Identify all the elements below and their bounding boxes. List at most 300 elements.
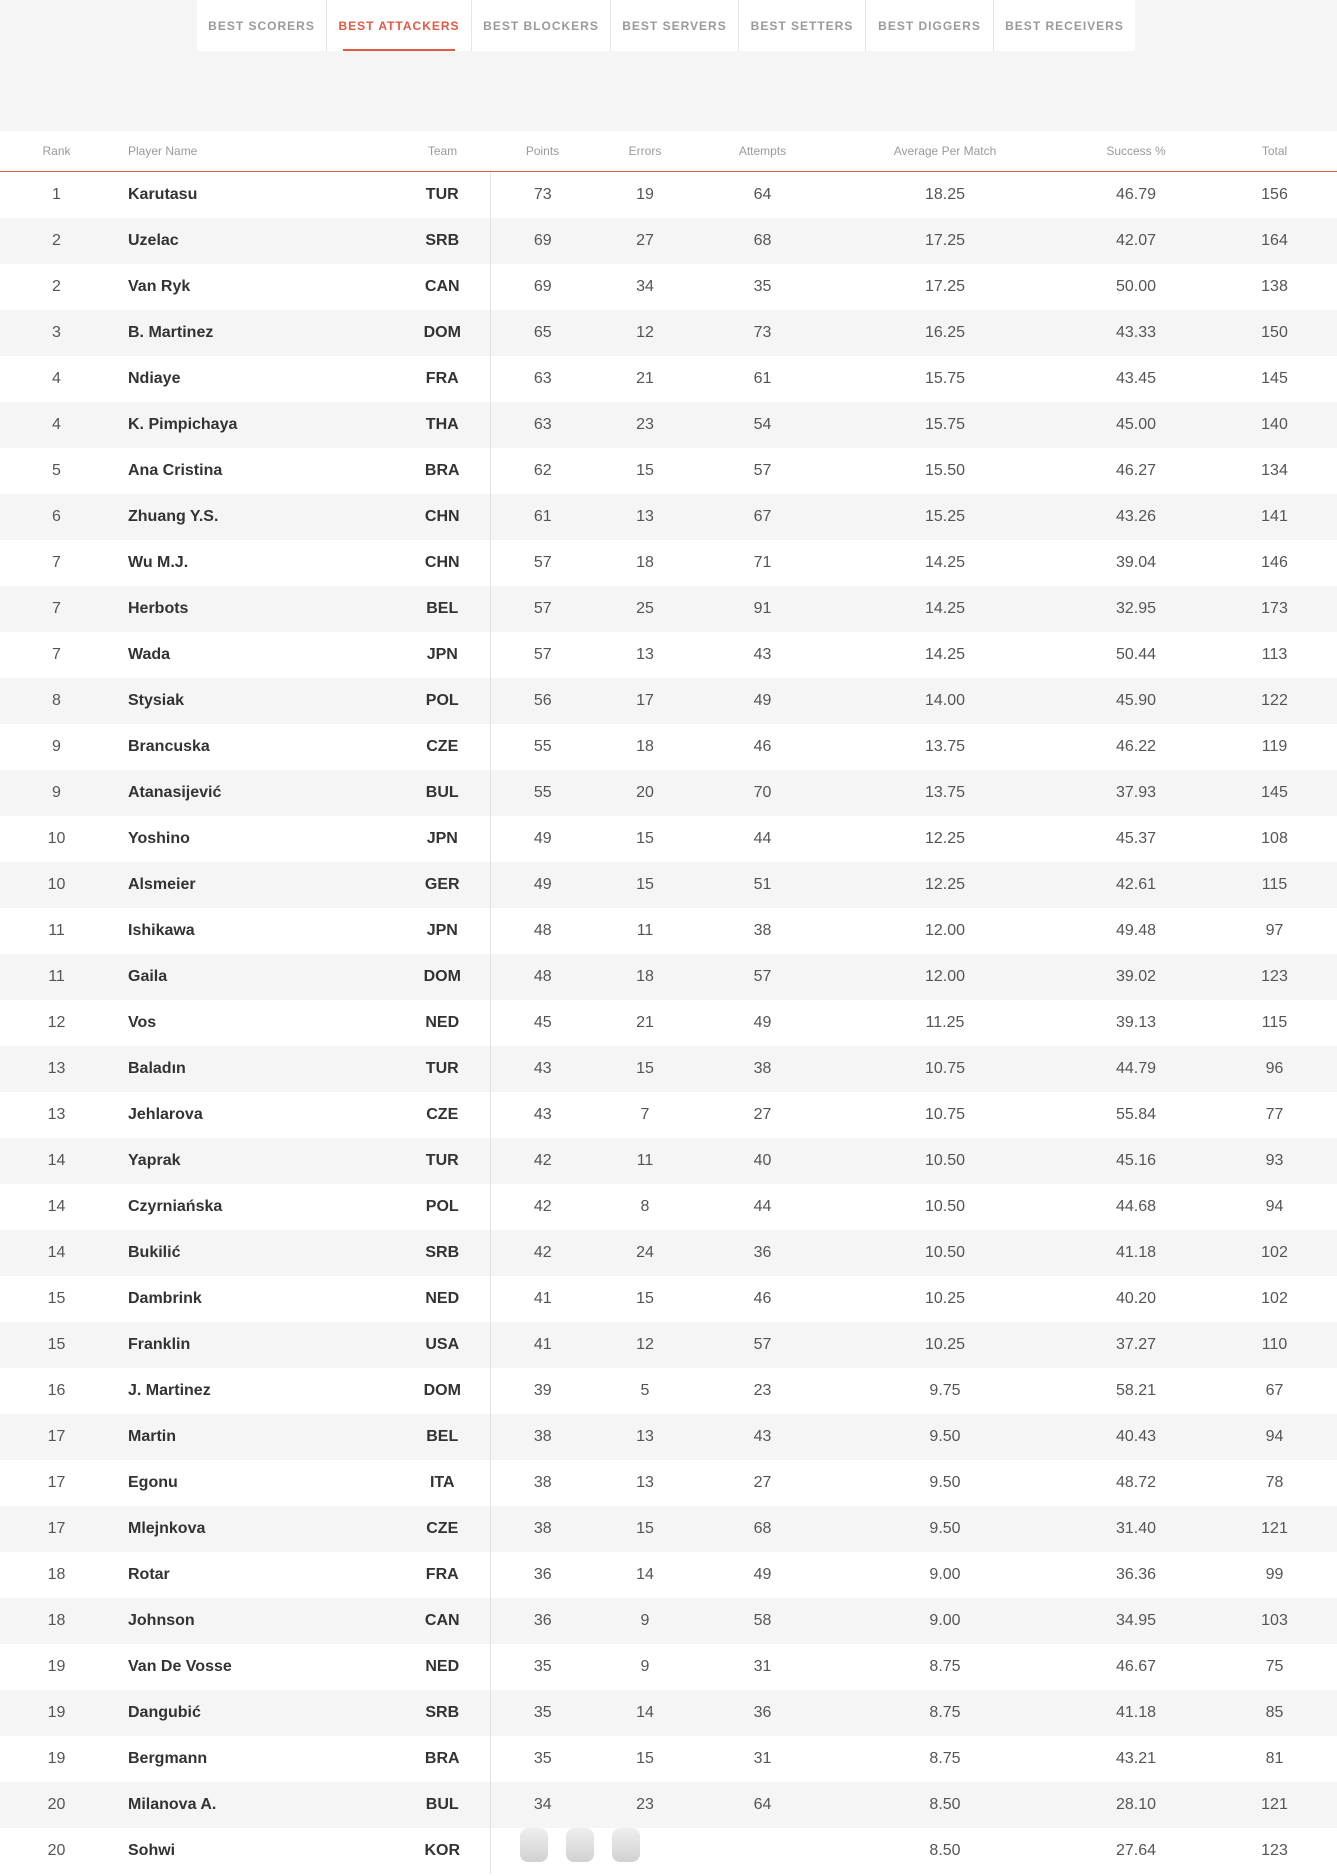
cell-points: 43 [533,1106,552,1123]
cell-rank: 17 [0,1414,113,1460]
cell-average-per-match: 9.50 [830,1414,1060,1460]
cell-player-name[interactable]: Bergmann [128,1750,208,1767]
cell-total: 99 [1265,1566,1284,1583]
cell-points: 41 [490,1322,595,1368]
cell-rank: 3 [0,310,113,356]
cell-average-per-match: 14.00 [830,678,1060,724]
table-row[interactable] [0,1506,1337,1552]
cell-team: KOR [395,1828,490,1874]
cell-success-percent: 43.21 [1115,1750,1157,1767]
cell-team: BUL [395,770,490,816]
cell-errors: 5 [640,1382,650,1399]
cell-team: DOM [395,310,490,356]
cell-points: 36 [533,1566,552,1583]
cell-total: 145 [1212,770,1337,816]
cell-attempts: 43 [695,1414,830,1460]
table-row[interactable] [0,1138,1337,1184]
cell-total: 150 [1212,310,1337,356]
tab-best-scorers[interactable]: BEST SCORERS [197,0,327,51]
cell-player-name[interactable]: Bukilić [113,1230,395,1276]
cell-average-per-match: 15.25 [830,494,1060,540]
cell-attempts: 70 [695,770,830,816]
cell-rank: 13 [47,1106,66,1123]
cell-points: 61 [490,494,595,540]
cell-attempts: 44 [753,830,772,847]
cell-errors: 21 [636,1014,654,1031]
header-player-name[interactable]: Player Name [113,131,395,172]
cell-rank: 4 [0,402,113,448]
cell-errors: 14 [636,1566,654,1583]
cell-rank: 10 [47,830,66,847]
header-points[interactable]: Points [490,131,595,172]
table-row[interactable] [0,724,1337,770]
cell-points: 73 [533,186,552,203]
cell-success-percent: 42.61 [1060,862,1212,908]
cell-success-percent: 36.36 [1115,1566,1157,1583]
tab-best-servers[interactable]: BEST SERVERS [611,0,739,51]
cell-errors: 18 [636,554,654,571]
cell-errors: 15 [595,1046,695,1092]
cell-attempts: 31 [753,1750,772,1767]
cell-rank: 1 [52,186,61,203]
cell-total: 173 [1212,586,1337,632]
cell-player-name[interactable]: Franklin [113,1322,395,1368]
cell-player-name[interactable]: Atanasijević [113,770,395,816]
cell-success-percent: 46.67 [1115,1658,1157,1675]
tab-best-diggers[interactable]: BEST DIGGERS [866,0,994,51]
cell-player-name[interactable]: Baladın [113,1046,395,1092]
table-row[interactable] [0,770,1337,816]
cell-average-per-match: 10.50 [924,1198,966,1215]
cell-team: FRA [395,1552,490,1598]
cell-team: JPN [395,632,490,678]
cell-errors: 18 [636,738,654,755]
cell-team: DOM [395,1368,490,1414]
cell-player-name[interactable]: Johnson [113,1598,395,1644]
tab-best-receivers[interactable]: BEST RECEIVERS [1005,18,1124,33]
cell-errors: 13 [595,1414,695,1460]
cell-player-name[interactable]: Karutasu [128,186,198,203]
cell-errors: 15 [595,862,695,908]
cell-points: 35 [533,1750,552,1767]
cell-success-percent: 31.40 [1060,1506,1212,1552]
cell-success-percent: 41.18 [1060,1230,1212,1276]
cell-rank: 2 [0,218,113,264]
cell-player-name[interactable]: Van Ryk [128,278,191,295]
cell-attempts: 68 [695,1506,830,1552]
cell-average-per-match: 11.25 [925,1014,965,1031]
cell-player-name[interactable]: J. Martinez [128,1382,211,1399]
cell-success-percent: 58.21 [1115,1382,1157,1399]
cell-team: CHN [395,494,490,540]
table-row[interactable] [0,816,1337,862]
cell-player-name[interactable]: Alsmeier [113,862,395,908]
cell-errors: 18 [595,954,695,1000]
cell-success-percent: 45.00 [1060,402,1212,448]
cell-attempts: 54 [695,402,830,448]
table-row[interactable] [0,908,1337,954]
table-row[interactable] [0,1736,1337,1782]
cell-player-name[interactable]: Vos [128,1014,157,1031]
cell-success-percent: 44.68 [1115,1198,1157,1215]
cell-attempts: 64 [753,186,772,203]
cell-total: 138 [1261,278,1288,295]
cell-player-name[interactable]: Dambrink [128,1290,202,1307]
cell-team: ITA [395,1460,490,1506]
cell-rank: 14 [0,1230,113,1276]
cell-errors [595,1828,695,1874]
cell-player-name[interactable]: Milanova A. [113,1782,395,1828]
cell-team: TUR [395,1046,490,1092]
cell-attempts: 46 [753,1290,772,1307]
cell-player-name[interactable]: Yaprak [113,1138,395,1184]
cell-errors: 23 [595,402,695,448]
cell-total: 77 [1265,1106,1284,1123]
table-row[interactable] [0,218,1337,264]
cell-average-per-match: 16.25 [830,310,1060,356]
cell-success-percent: 50.44 [1115,646,1157,663]
cell-errors: 34 [636,278,654,295]
cell-player-name[interactable]: Martin [113,1414,395,1460]
cell-team: BRA [395,448,490,494]
cell-attempts: 73 [695,310,830,356]
cell-rank: 11 [48,922,65,939]
cell-rank: 14 [0,1138,113,1184]
cell-errors: 7 [640,1106,650,1123]
cell-success-percent: 45.37 [1115,830,1157,847]
cell-errors: 12 [595,310,695,356]
cell-team: POL [395,1184,490,1230]
cell-average-per-match: 17.25 [830,218,1060,264]
cell-total: 123 [1261,1842,1288,1859]
cell-total: 113 [1261,646,1288,663]
cell-attempts: 49 [753,1014,772,1031]
cell-errors: 20 [595,770,695,816]
cell-total: 96 [1212,1046,1337,1092]
header-team[interactable]: Team [395,131,490,172]
cell-success-percent: 46.79 [1115,186,1157,203]
cell-rank: 2 [52,278,61,295]
table-row[interactable] [0,678,1337,724]
cell-average-per-match: 13.75 [830,770,1060,816]
cell-player-name[interactable]: Van De Vosse [128,1658,232,1675]
cell-average-per-match: 10.50 [830,1138,1060,1184]
header-rank[interactable]: Rank [0,131,113,172]
cell-points: 57 [490,586,595,632]
cell-points: 49 [490,862,595,908]
cell-team: CHN [395,540,490,586]
cell-attempts: 49 [753,1566,772,1583]
table-row[interactable] [0,494,1337,540]
table-row[interactable] [0,1644,1337,1690]
table-row[interactable] [0,356,1337,402]
table-row[interactable] [0,1000,1337,1046]
cell-total: 97 [1265,922,1284,939]
cell-total: 85 [1212,1690,1337,1736]
cell-team: GER [395,862,490,908]
cell-team: FRA [395,356,490,402]
cell-errors: 11 [595,1138,695,1184]
cell-average-per-match: 9.50 [929,1474,961,1491]
table-row[interactable] [0,1276,1337,1322]
cell-average-per-match: 13.75 [924,738,966,755]
header-errors[interactable]: Errors [595,131,695,172]
cell-success-percent: 40.43 [1060,1414,1212,1460]
cell-player-name[interactable]: Ishikawa [128,922,195,939]
cell-errors: 15 [636,830,654,847]
cell-player-name[interactable]: Brancuska [128,738,210,755]
cell-success-percent: 43.33 [1060,310,1212,356]
cell-success-percent: 41.18 [1060,1690,1212,1736]
cell-average-per-match: 12.25 [830,862,1060,908]
cell-average-per-match: 15.75 [830,402,1060,448]
stats-table-container [0,131,1337,1876]
cell-points: 35 [490,1690,595,1736]
cell-attempts: 36 [695,1230,830,1276]
cell-points: 65 [490,310,595,356]
cell-average-per-match: 12.25 [924,830,966,847]
cell-total: 140 [1212,402,1337,448]
cell-attempts: 49 [695,678,830,724]
cell-total: 94 [1265,1198,1284,1215]
cell-rank: 9 [52,738,61,755]
table-row[interactable] [0,1230,1337,1276]
cell-average-per-match: 10.25 [830,1322,1060,1368]
table-row[interactable] [0,1046,1337,1092]
cell-points: 39 [533,1382,552,1399]
cell-average-per-match: 14.25 [830,586,1060,632]
table-row[interactable] [0,1184,1337,1230]
cell-team: NED [395,1644,490,1690]
cell-player-name[interactable]: Jehlarova [128,1106,203,1123]
cell-errors: 17 [595,678,695,724]
cell-total: 115 [1212,862,1337,908]
tab-best-blockers[interactable]: BEST BLOCKERS [472,0,611,51]
cell-team: NED [395,1000,490,1046]
cell-average-per-match: 8.50 [830,1782,1060,1828]
cell-team: TUR [395,172,490,219]
cell-average-per-match: 10.50 [830,1230,1060,1276]
cell-total: 122 [1212,678,1337,724]
cell-player-name[interactable]: K. Pimpichaya [113,402,395,448]
cell-average-per-match: 10.25 [924,1290,966,1307]
table-row[interactable] [0,1782,1337,1828]
cell-average-per-match: 14.25 [924,646,966,663]
cell-points: 56 [490,678,595,724]
cell-attempts: 27 [753,1474,772,1491]
cell-errors: 27 [595,218,695,264]
cell-success-percent: 27.64 [1115,1842,1157,1859]
cell-rank: 6 [0,494,113,540]
header-total[interactable]: Total [1212,131,1337,172]
cell-success-percent: 34.95 [1060,1598,1212,1644]
cell-total: 94 [1212,1414,1337,1460]
cell-average-per-match: 8.75 [929,1658,961,1675]
cell-average-per-match: 18.25 [924,186,966,203]
table-body [0,172,1337,1875]
cell-success-percent: 39.13 [1115,1014,1157,1031]
cell-total: 119 [1261,738,1288,755]
cell-rank: 20 [0,1782,113,1828]
cell-average-per-match: 8.50 [929,1842,961,1859]
cell-points: 35 [533,1658,552,1675]
cell-attempts: 71 [753,554,772,571]
tab-best-setters[interactable]: BEST SETTERS [739,0,866,51]
table-row[interactable] [0,1322,1337,1368]
table-row[interactable] [0,1414,1337,1460]
cell-player-name[interactable]: Ndiaye [128,370,181,387]
cell-total: 156 [1261,186,1288,203]
cell-player-name[interactable]: Yoshino [128,830,190,847]
cell-player-name[interactable]: Wada [128,646,171,663]
cell-player-name[interactable]: Herbots [113,586,395,632]
cell-team: JPN [395,816,490,862]
table-row[interactable] [0,448,1337,494]
cell-attempts: 51 [695,862,830,908]
table-row[interactable] [0,862,1337,908]
cell-success-percent: 43.45 [1115,370,1157,387]
table-row[interactable] [0,1828,1337,1874]
cell-errors: 13 [636,646,654,663]
table-row[interactable] [0,402,1337,448]
cell-points: 48 [490,954,595,1000]
cell-player-name[interactable]: Rotar [128,1566,170,1583]
cell-total: 81 [1265,1750,1284,1767]
cell-player-name[interactable]: Dangubić [113,1690,395,1736]
table-row[interactable] [0,310,1337,356]
cell-rank: 19 [47,1658,66,1675]
cell-attempts: 61 [753,370,772,387]
cell-rank: 5 [52,462,61,479]
cell-average-per-match: 8.75 [929,1750,961,1767]
cell-average-per-match: 12.00 [830,954,1060,1000]
cell-errors: 9 [640,1658,650,1675]
cell-attempts: 38 [695,1046,830,1092]
cell-total: 102 [1261,1290,1288,1307]
cell-attempts: 64 [695,1782,830,1828]
cell-points: 55 [490,770,595,816]
table-row[interactable] [0,1460,1337,1506]
table-row[interactable] [0,954,1337,1000]
cell-success-percent: 39.04 [1115,554,1157,571]
cell-attempts: 57 [695,954,830,1000]
header-average-per-match[interactable]: Average Per Match [830,131,1060,172]
cell-player-name[interactable]: Sohwi [128,1842,176,1859]
cell-points: 48 [533,922,552,939]
cell-team: USA [395,1322,490,1368]
cell-rank: 7 [0,586,113,632]
cell-total: 146 [1261,554,1288,571]
cell-attempts: 58 [695,1598,830,1644]
cell-player-name[interactable]: Mlejnkova [113,1506,395,1552]
cell-total: 108 [1261,830,1288,847]
cell-player-name[interactable]: Stysiak [113,678,395,724]
cell-points: 55 [533,738,552,755]
cell-rank: 17 [47,1474,66,1491]
table-row[interactable] [0,1690,1337,1736]
cell-player-name[interactable]: Egonu [128,1474,178,1491]
cell-average-per-match: 9.00 [830,1598,1060,1644]
table-row[interactable] [0,1092,1337,1138]
cell-total: 121 [1212,1506,1337,1552]
header-attempts[interactable]: Attempts [695,131,830,172]
cell-success-percent: 44.79 [1060,1046,1212,1092]
table-header-row [0,131,1337,172]
cell-points: 42 [490,1138,595,1184]
table-row[interactable] [0,632,1337,678]
cell-average-per-match: 15.50 [924,462,966,479]
tab-best-attackers[interactable]: BEST ATTACKERS [327,0,472,51]
cell-average-per-match: 9.75 [929,1382,961,1399]
cell-success-percent: 32.95 [1060,586,1212,632]
table-row[interactable] [0,1552,1337,1598]
cell-player-name[interactable]: Uzelac [113,218,395,264]
table-row[interactable] [0,1368,1337,1414]
cell-success-percent: 48.72 [1115,1474,1157,1491]
cell-rank: 20 [47,1842,66,1859]
cell-points: 63 [533,370,552,387]
cell-success-percent: 46.27 [1115,462,1157,479]
cell-team: POL [395,678,490,724]
cell-team: CZE [395,724,490,770]
cell-errors: 12 [595,1322,695,1368]
cell-player-name[interactable]: Wu M.J. [128,554,189,571]
cell-player-name[interactable]: B. Martinez [113,310,395,356]
cell-points: 36 [490,1598,595,1644]
cell-rank: 17 [0,1506,113,1552]
cell-rank: 12 [47,1014,66,1031]
cell-points: 57 [533,554,552,571]
table-row[interactable] [0,586,1337,632]
cell-team: CZE [395,1506,490,1552]
cell-player-name[interactable]: Ana Cristina [128,462,223,479]
cell-rank: 7 [52,646,61,663]
cell-total: 123 [1212,954,1337,1000]
cell-points [490,1828,595,1874]
cell-attempts: 46 [753,738,772,755]
cell-total: 67 [1265,1382,1284,1399]
stats-tab-bar [197,0,1135,51]
cell-total: 141 [1212,494,1337,540]
cell-team: SRB [395,218,490,264]
cell-team: SRB [395,1690,490,1736]
cell-errors: 9 [595,1598,695,1644]
cell-attempts: 57 [695,1322,830,1368]
cell-player-name[interactable]: Zhuang Y.S. [113,494,395,540]
cell-success-percent: 39.02 [1060,954,1212,1000]
cell-player-name[interactable]: Czyrniańska [128,1198,223,1215]
table-row[interactable] [0,264,1337,310]
table-row[interactable] [0,172,1337,219]
header-success-percent[interactable]: Success % [1060,131,1212,172]
cell-total: 121 [1212,1782,1337,1828]
cell-rank: 4 [52,370,61,387]
cell-total: 145 [1261,370,1288,387]
best-attackers-table [0,131,1337,1874]
cell-points: 63 [490,402,595,448]
cell-team: CAN [395,264,490,310]
cell-success-percent: 46.22 [1115,738,1157,755]
cell-player-name[interactable]: Gaila [113,954,395,1000]
cell-points: 42 [490,1230,595,1276]
table-row[interactable] [0,540,1337,586]
table-row[interactable] [0,1598,1337,1644]
cell-average-per-match: 14.25 [924,554,966,571]
cell-errors: 8 [640,1198,650,1215]
cell-average-per-match: 12.00 [924,922,966,939]
cell-success-percent: 45.16 [1060,1138,1212,1184]
cell-points: 38 [490,1414,595,1460]
